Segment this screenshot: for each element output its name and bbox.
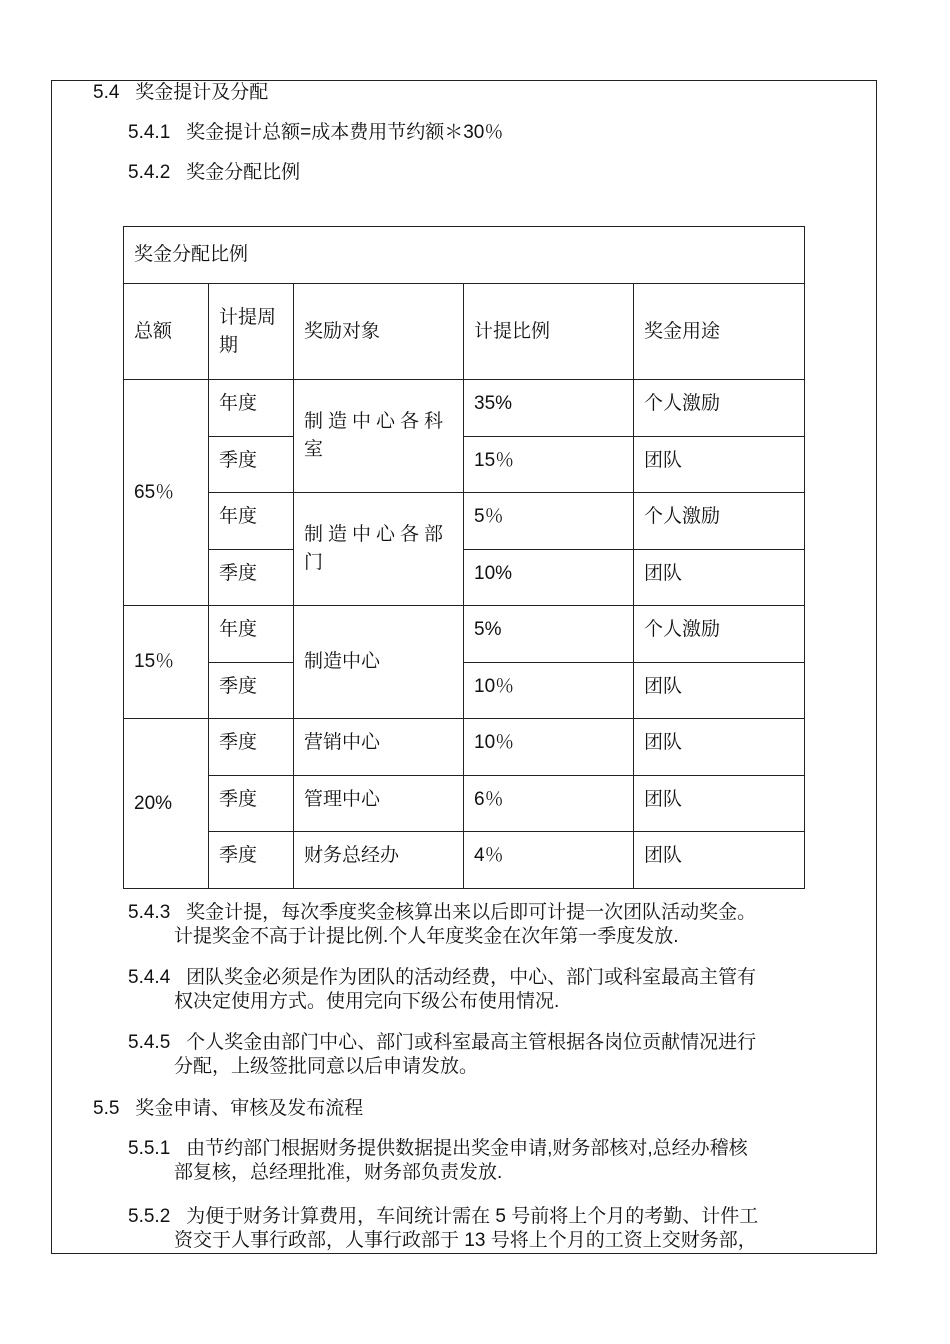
ratio-cell: 35%	[464, 380, 634, 437]
total-cell: 15％	[124, 606, 209, 719]
section-title: 奖金提计及分配	[135, 82, 269, 103]
period-cell: 季度	[209, 437, 294, 493]
item-number: 5.4.1	[128, 122, 171, 143]
target-cell: 制造中心各部 门	[294, 493, 464, 606]
table-row	[124, 663, 805, 719]
use-cell: 团队	[634, 719, 805, 776]
table-header-row	[124, 284, 805, 380]
item-text: 奖金计提，每次季度奖金核算出来以后即可计提一次团队活动奖金。	[186, 902, 757, 923]
item-text: 奖金提计总额=成本费用节约额＊30％	[186, 122, 504, 143]
period-cell: 季度	[209, 719, 294, 776]
ratio-cell: 5%	[464, 606, 634, 663]
period-cell: 季度	[209, 663, 294, 719]
target-cell: 财务总经办	[294, 832, 464, 889]
period-cell: 年度	[209, 493, 294, 550]
item-text-continued: 计提奖金不高于计提比例.个人年度奖金在次年第一季度发放.	[174, 926, 679, 947]
target-cell: 管理中心	[294, 776, 464, 832]
ratio-cell: 6％	[464, 776, 634, 832]
use-cell: 个人激励	[634, 606, 805, 663]
table-row	[124, 606, 805, 663]
list-item	[128, 966, 870, 1014]
item-text-continued: 分配，上级签批同意以后申请发放。	[174, 1056, 479, 1077]
table-row	[124, 832, 805, 889]
item-number: 5.4.2	[128, 162, 171, 183]
list-item	[128, 1031, 870, 1079]
ratio-cell: 10％	[464, 719, 634, 776]
table-row	[124, 776, 805, 832]
table-row	[124, 550, 805, 606]
period-cell: 年度	[209, 606, 294, 663]
table-title: 奖金分配比例	[124, 227, 805, 284]
ratio-cell: 5％	[464, 493, 634, 550]
ratio-cell: 15％	[464, 437, 634, 493]
header-ratio: 计提比例	[464, 284, 634, 380]
list-item	[128, 161, 300, 185]
target-cell: 营销中心	[294, 719, 464, 776]
use-cell: 个人激励	[634, 380, 805, 437]
section-title: 奖金申请、审核及发布流程	[135, 1098, 364, 1119]
table-row	[124, 719, 805, 776]
table-row	[124, 493, 805, 550]
table-row	[124, 380, 805, 437]
item-text-continued: 资交于人事行政部，人事行政部于 13 号将上个月的工资上交财务部，	[174, 1230, 757, 1251]
item-text: 奖金分配比例	[186, 162, 301, 183]
item-number: 5.5.2	[128, 1206, 171, 1227]
use-cell: 团队	[634, 550, 805, 606]
item-number: 5.4.5	[128, 1032, 171, 1053]
item-number: 5.5.1	[128, 1138, 171, 1159]
period-cell: 年度	[209, 380, 294, 437]
header-target: 奖励对象	[294, 284, 464, 380]
section-heading	[93, 81, 268, 105]
header-total: 总额	[124, 284, 209, 380]
item-text: 为便于财务计算费用，车间统计需在 5 号前将上个月的考勤、计件工	[186, 1206, 759, 1227]
period-cell: 季度	[209, 776, 294, 832]
item-text-continued: 权决定使用方式。使用完向下级公布使用情况.	[174, 991, 560, 1012]
table-row	[124, 437, 805, 493]
use-cell: 团队	[634, 832, 805, 889]
item-text: 由节约部门根据财务提供数据提出奖金申请,财务部核对,总经办稽核	[186, 1138, 748, 1159]
use-cell: 团队	[634, 663, 805, 719]
total-cell: 65％	[124, 380, 209, 606]
ratio-cell: 4％	[464, 832, 634, 889]
section-heading	[93, 1097, 363, 1121]
header-period: 计提周 期	[209, 284, 294, 380]
total-cell: 20%	[124, 719, 209, 889]
use-cell: 团队	[634, 437, 805, 493]
use-cell: 个人激励	[634, 493, 805, 550]
item-text: 团队奖金必须是作为团队的活动经费，中心、部门或科室最高主管有	[186, 967, 757, 988]
section-number: 5.5	[93, 1098, 120, 1119]
list-item	[128, 1205, 870, 1253]
item-text: 个人奖金由部门中心、部门或科室最高主管根据各岗位贡献情况进行	[186, 1032, 757, 1053]
target-cell: 制造中心	[294, 606, 464, 719]
item-number: 5.4.3	[128, 902, 171, 923]
bonus-allocation-table	[123, 226, 805, 889]
list-item	[128, 1137, 870, 1185]
ratio-cell: 10％	[464, 663, 634, 719]
use-cell: 团队	[634, 776, 805, 832]
item-number: 5.4.4	[128, 967, 171, 988]
list-item	[128, 121, 503, 145]
period-cell: 季度	[209, 832, 294, 889]
header-use: 奖金用途	[634, 284, 805, 380]
ratio-cell: 10%	[464, 550, 634, 606]
item-text-continued: 部复核，总经理批准，财务部负责发放.	[174, 1162, 503, 1183]
section-number: 5.4	[93, 82, 120, 103]
period-cell: 季度	[209, 550, 294, 606]
list-item	[128, 901, 870, 949]
target-cell: 制造中心各科 室	[294, 380, 464, 493]
